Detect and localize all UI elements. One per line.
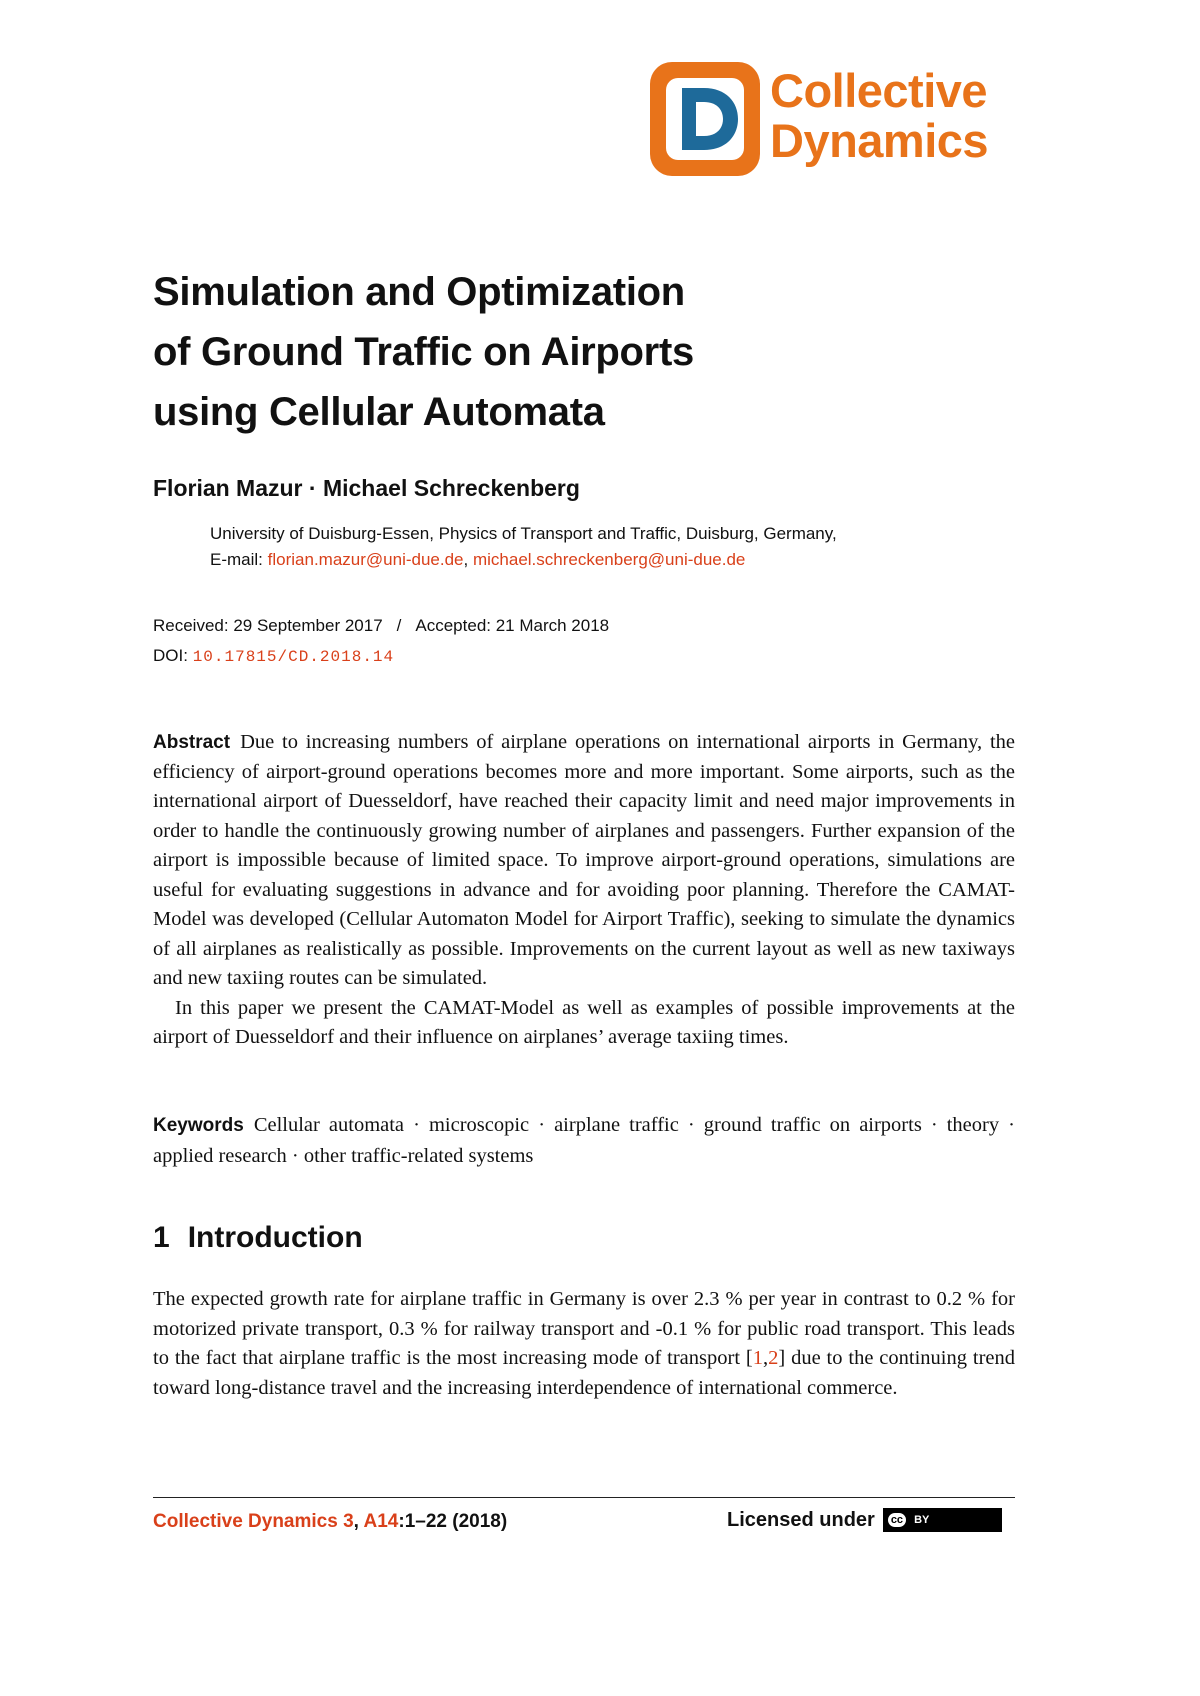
paper-title — [153, 262, 1053, 442]
journal-logo — [648, 60, 1020, 178]
keywords — [153, 1110, 1015, 1171]
abstract-paragraph — [153, 728, 1015, 994]
intro-text: The expected growth rate for airplane traffic in Germany is over 2.3 % per year in contrast to 0.2 % for motorized private transport, 0.3 % for railway transport and -0.1 % for public road transport. This leads to the fact that airplane traffic is the most increasing mode of transport [ — [153, 1288, 1015, 1369]
dates-separator: / — [396, 616, 402, 635]
affiliation-block — [210, 521, 837, 573]
footer-pages: :1–22 (2018) — [398, 1511, 508, 1532]
logo-line-1: Collective — [770, 64, 988, 117]
author-name: Florian Mazur — [153, 475, 303, 501]
received-date: Received: 29 September 2017 — [153, 616, 383, 635]
accepted-date: Accepted: 21 March 2018 — [415, 616, 610, 635]
cd-logo-icon — [648, 60, 762, 178]
citation-link[interactable]: 1 — [752, 1347, 763, 1369]
intro-body — [153, 1285, 1015, 1403]
intro-text: ] due to the continuing trend toward long-distance travel and the increasing interdependence of international commerce. — [153, 1347, 1015, 1399]
abstract-text: Due to increasing numbers of airplane operations on international airports in Germany, the efficiency of airport-ground operations becomes more and more important. Some airports, such as the international airport of Duesseldorf, have reached their capacity limit and need major improvements in order to handle the continuously growing number of airplanes and passengers. Further expansion of the airport is impossible because of limited space. To improve airport-ground operations, simulations are useful for evaluating suggestions in advance and for avoiding poor planning. Therefore the CAMAT-Model was developed (Cellular Automaton Model for Airport Traffic), seeking to simulate the dynamics of all airplanes as realistically as possible. Improvements on the current layout as well as new taxiways and new taxiing routes can be simulated. — [153, 731, 1015, 989]
author-separator: · — [308, 475, 317, 501]
section-number: 1 — [153, 1221, 170, 1254]
license-notice — [727, 1508, 1002, 1532]
footer-citation — [153, 1511, 507, 1533]
intro-paragraph — [153, 1285, 1015, 1403]
by-icon: BY — [914, 1514, 930, 1526]
license-label: Licensed under — [727, 1508, 875, 1531]
email-line — [210, 547, 837, 573]
affiliation-text: University of Duisburg-Essen, Physics of Transport and Traffic, Duisburg, Germany, — [210, 524, 837, 543]
keywords-label: Keywords — [153, 1115, 244, 1136]
title-line: of Ground Traffic on Airports — [153, 330, 694, 374]
author-name: Michael Schreckenberg — [322, 475, 580, 501]
cc-by-badge-icon[interactable] — [883, 1508, 1003, 1532]
badge-fill — [933, 1509, 1001, 1531]
title-line: Simulation and Optimization — [153, 270, 685, 314]
email-label: E-mail: — [210, 550, 263, 569]
footer-divider — [153, 1497, 1015, 1498]
publication-dates — [153, 611, 609, 672]
author-list — [153, 475, 580, 502]
doi-line — [153, 641, 609, 672]
doi-label: DOI: — [153, 646, 188, 665]
abstract-paragraph: In this paper we present the CAMAT-Model as well as examples of possible improvements at the airport of Duesseldorf and their influence on airplanes’ average taxiing times. — [153, 996, 1015, 1048]
abstract — [153, 728, 1015, 1053]
logo-line-2: Dynamics — [770, 114, 989, 167]
citation-separator: , — [763, 1347, 769, 1369]
email-link-author1[interactable]: florian.mazur@uni-due.de — [267, 550, 464, 569]
email-separator: , — [463, 550, 469, 569]
section-title: Introduction — [187, 1221, 363, 1254]
keywords-text: Cellular automata · microscopic · airplane traffic · ground traffic on airports · theory · applied research · other traffic-related systems — [153, 1114, 1015, 1167]
article-link[interactable]: A14 — [363, 1511, 399, 1532]
doi-link[interactable]: 10.17815/CD.2018.14 — [192, 648, 395, 666]
footer-comma: , — [353, 1511, 359, 1532]
dates-line — [153, 611, 609, 641]
title-line: using Cellular Automata — [153, 390, 605, 434]
abstract-label: Abstract — [153, 732, 231, 753]
citation-link[interactable]: 2 — [768, 1347, 779, 1369]
cc-icon: cc — [886, 1511, 908, 1529]
section-heading — [153, 1221, 363, 1255]
email-link-author2[interactable]: michael.schreckenberg@uni-due.de — [472, 550, 746, 569]
journal-link[interactable]: Collective Dynamics 3 — [153, 1511, 354, 1532]
